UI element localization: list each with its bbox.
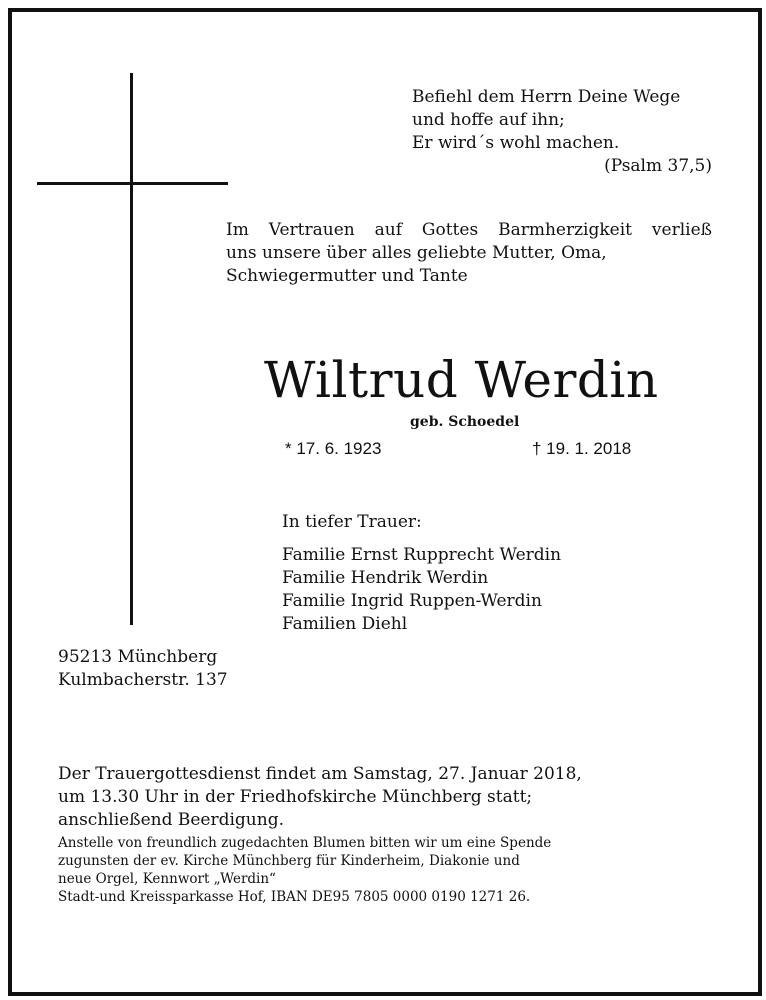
intro-line: Schwiegermutter und Tante xyxy=(226,266,468,286)
donation-line: neue Orgel, Kennwort „Werdin“ xyxy=(58,871,276,887)
intro-line: Im Vertrauen auf Gottes Barmherzigkeit verließ xyxy=(226,220,712,240)
donation-line: Anstelle von freundlich zugedachten Blumen bitten wir um eine Spende xyxy=(58,835,552,851)
deceased-name: Wiltrud Werdin xyxy=(264,351,659,409)
mourner-family: Familie Ernst Rupprecht Werdin xyxy=(282,545,562,565)
mourner-family: Familie Hendrik Werdin xyxy=(282,568,489,588)
mourner-family: Familie Ingrid Ruppen-Werdin xyxy=(282,591,542,611)
birth-date: * 17. 6. 1923 xyxy=(285,439,382,458)
verse-line: und hoffe auf ihn; xyxy=(412,110,565,130)
bible-verse xyxy=(412,86,712,178)
cross-icon-vertical-bar xyxy=(130,73,133,625)
service-line: um 13.30 Uhr in der Friedhofskirche Münchberg statt; xyxy=(58,787,533,807)
intro-text xyxy=(226,219,712,288)
mourners-heading: In tiefer Trauer: xyxy=(282,512,422,532)
address-city: 95213 Münchberg xyxy=(58,647,218,667)
cross-icon-horizontal-bar xyxy=(37,182,228,185)
donation-line: Stadt-und Kreissparkasse Hof, IBAN DE95 7805 0000 0190 1271 26. xyxy=(58,889,531,905)
donation-line: zugunsten der ev. Kirche Münchberg für Kinderheim, Diakonie und xyxy=(58,853,520,869)
address-block xyxy=(58,646,228,692)
verse-reference: (Psalm 37,5) xyxy=(604,156,712,176)
birth-name: geb. Schoedel xyxy=(410,414,520,430)
address-street: Kulmbacherstr. 137 xyxy=(58,670,228,690)
intro-line: uns unsere über alles geliebte Mutter, Oma, xyxy=(226,243,607,263)
service-line: Der Trauergottesdienst findet am Samstag, 27. Januar 2018, xyxy=(58,764,582,784)
donation-note xyxy=(58,834,551,906)
verse-line: Er wird´s wohl machen. xyxy=(412,133,620,153)
verse-line: Befiehl dem Herrn Deine Wege xyxy=(412,87,681,107)
service-line: anschließend Beerdigung. xyxy=(58,810,284,830)
mourner-family: Familien Diehl xyxy=(282,614,408,634)
death-date: † 19. 1. 2018 xyxy=(532,439,632,458)
service-info xyxy=(58,763,582,832)
mourners-list xyxy=(282,511,561,636)
